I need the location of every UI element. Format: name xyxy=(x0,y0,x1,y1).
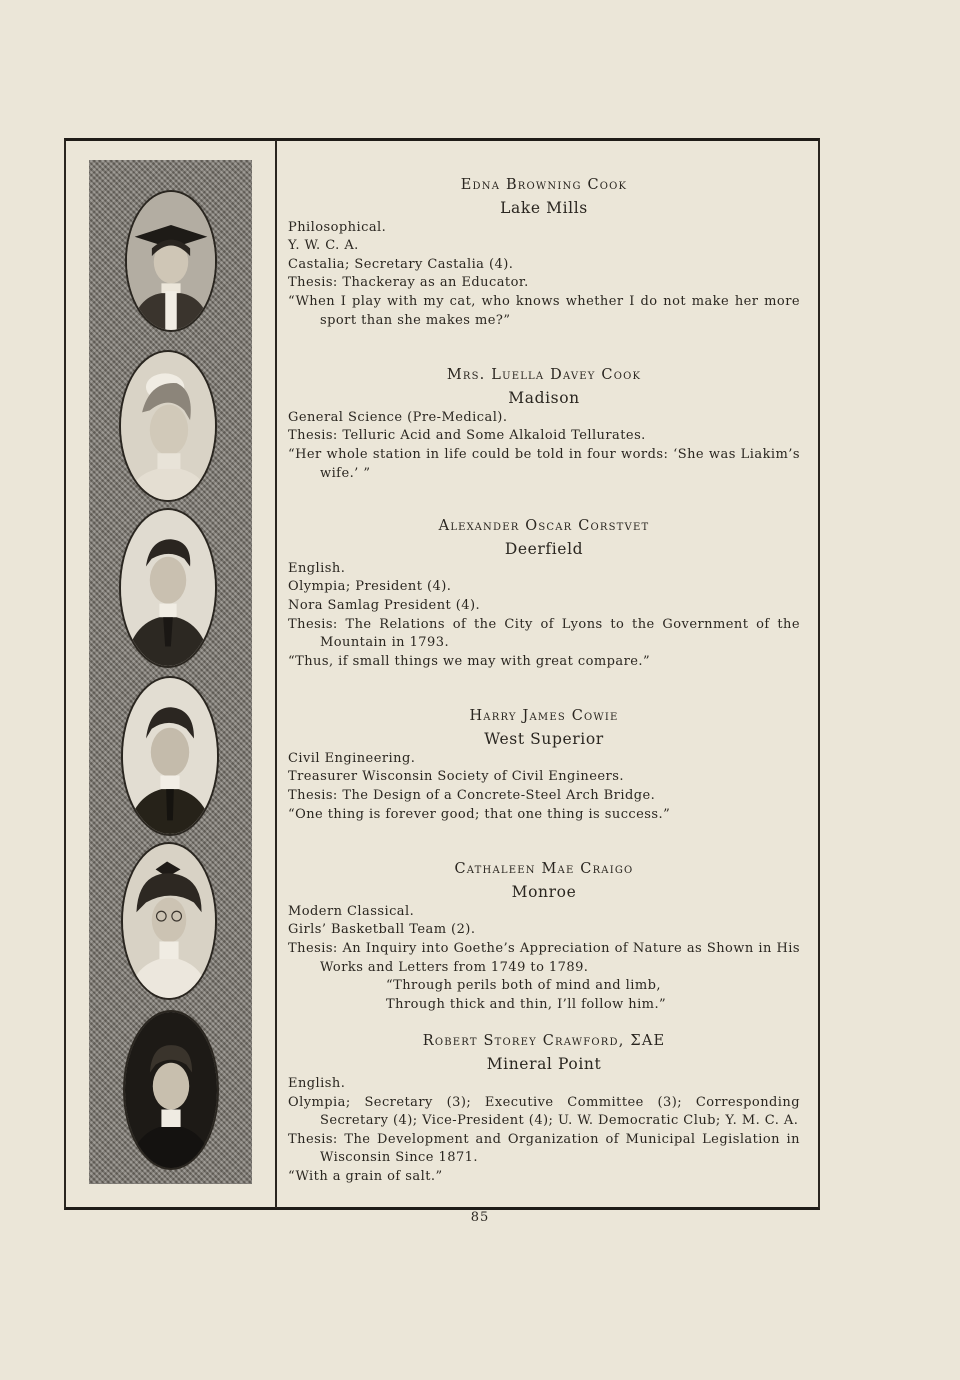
entry-quote: “When I play with my cat, who knows whether I do not make her more sport than she makes me?” xyxy=(288,293,800,328)
entry-poem-line: Through thick and thin, I’ll follow him.” xyxy=(386,996,667,1012)
entry-line: Civil Engineering. xyxy=(288,750,416,766)
entry-edna-browning-cook xyxy=(288,176,800,330)
entry-line: General Science (Pre-Medical). xyxy=(288,409,508,425)
entry-line: English. xyxy=(288,560,346,576)
entry-hometown: Mineral Point xyxy=(486,1055,602,1073)
entry-line: Y. W. C. A. xyxy=(288,238,359,254)
entry-name: Robert Storey Crawford, ΣΑΕ xyxy=(422,1033,666,1050)
entry-line: Olympia; Secretary (3); Executive Committee (3); Corresponding Secretary (4); Vice-President (4); U. W. Democratic Club; Y. M. C. A. xyxy=(288,1094,800,1129)
entry-name: Alexander Oscar Corstvet xyxy=(438,518,650,535)
entry-harry-james-cowie xyxy=(288,707,800,824)
portrait-luella-davey-cook xyxy=(119,350,217,502)
entry-line: Nora Samlag President (4). xyxy=(288,597,481,613)
entry-cathaleen-mae-craigo xyxy=(288,860,800,1014)
entry-name: Harry James Cowie xyxy=(469,708,619,725)
entry-hometown: Monroe xyxy=(511,882,577,901)
entry-line: Modern Classical. xyxy=(288,903,415,919)
entry-name: Edna Browning Cook xyxy=(460,177,628,193)
entry-line: Thesis: The Design of a Concrete-Steel Arch Bridge. xyxy=(288,788,656,804)
entry-line: Treasurer Wisconsin Society of Civil Engineers. xyxy=(288,769,624,785)
entry-line: Girls’ Basketball Team (2). xyxy=(288,922,476,938)
entry-line: Thesis: The Relations of the City of Lyons to the Government of the Mountain in 1793. xyxy=(288,616,800,651)
portrait-edna-browning-cook xyxy=(125,190,217,332)
entry-hometown: Lake Mills xyxy=(500,198,588,217)
entry-quote: “Thus, if small things we may with great compare.” xyxy=(288,653,651,669)
entry-line: Philosophical. xyxy=(288,219,387,235)
entry-line: Thesis: Thackeray as an Educator. xyxy=(288,275,529,291)
portrait-strip xyxy=(89,160,252,1184)
entry-line: Thesis: Telluric Acid and Some Alkaloid Tellurates. xyxy=(288,428,646,444)
entry-quote: “One thing is forever good; that one thing is success.” xyxy=(288,806,671,822)
entry-quote: “With a grain of salt.” xyxy=(288,1168,443,1184)
entry-alexander-oscar-corstvet xyxy=(288,517,800,671)
entry-hometown: Madison xyxy=(508,388,580,407)
entry-line: English. xyxy=(288,1076,346,1091)
entry-line: Castalia; Secretary Castalia (4). xyxy=(288,256,514,272)
page-number: 85 xyxy=(470,1210,490,1225)
entry-robert-storey-crawford xyxy=(288,1032,800,1186)
entry-hometown: West Superior xyxy=(484,729,604,748)
entry-quote: “Her whole station in life could be told in four words: ‘She was Liakim’s wife.’ ” xyxy=(288,446,800,481)
entry-name: Mrs. Luella Davey Cook xyxy=(446,367,642,384)
portrait-cathaleen-mae-craigo xyxy=(121,842,217,1000)
entry-line: Thesis: An Inquiry into Goethe’s Appreciation of Nature as Shown in His Works and Letters from 1749 to 1789. xyxy=(288,941,800,975)
entry-hometown: Deerfield xyxy=(504,539,584,558)
entry-luella-davey-cook xyxy=(288,366,800,483)
entry-name: Cathaleen Mae Craigo xyxy=(454,861,634,878)
entry-poem-line: “Through perils both of mind and limb, xyxy=(386,978,662,994)
entry-line: Olympia; President (4). xyxy=(288,579,452,595)
portrait-robert-storey-crawford xyxy=(123,1010,219,1170)
biographies-column xyxy=(288,176,800,1187)
column-divider xyxy=(275,140,277,1208)
entry-line: Thesis: The Development and Organization of Municipal Legislation in Wisconsin Since 1871. xyxy=(288,1131,800,1166)
portrait-harry-james-cowie xyxy=(121,676,219,836)
portrait-alexander-oscar-corstvet xyxy=(119,508,217,668)
